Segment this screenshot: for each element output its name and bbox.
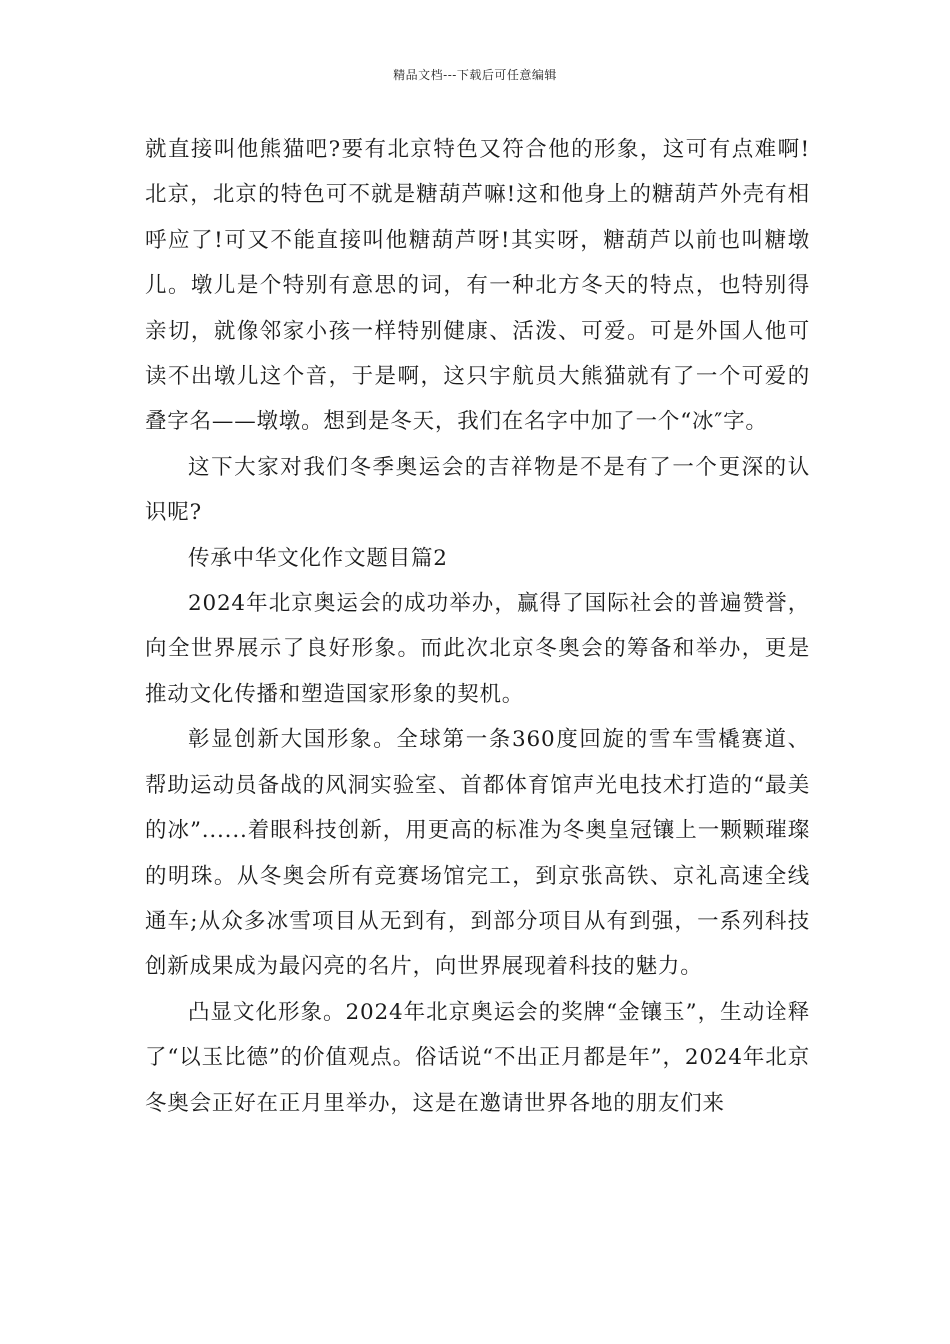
section-heading: 传承中华文化作文题目篇2 <box>188 545 448 571</box>
paragraph: 彰显创新大国形象。全球第一条360度回旋的雪车雪橇赛道、帮助运动员备战的风洞实验室、首都体育馆声光电技术打造的“最美的冰”......着眼科技创新，用更高的标准为冬奥皇冠镶上一颗颗璀璨的明珠。从冬奥会所有竞赛场馆完工，到京张高铁、京礼高速全线通车;从众多冰雪项目从无到有，到部分项目从有到强，一系列科技创新成果成为最闪亮的名片，向世界展现着科技的魅力。 <box>145 727 810 980</box>
paragraph: 凸显文化形象。2024年北京奥运会的奖牌“金镶玉”，生动诠释了“以玉比德”的价值观点。俗话说“不出正月都是年”，2024年北京冬奥会正好在正月里举办，这是在邀请世界各地的朋友们来 <box>145 999 810 1116</box>
paragraph: 2024年北京奥运会的成功举办，赢得了国际社会的普遍赞誉，向全世界展示了良好形象。而此次北京冬奥会的筹备和举办，更是推动文化传播和塑造国家形象的契机。 <box>145 591 810 707</box>
paragraph: 这下大家对我们冬季奥运会的吉祥物是不是有了一个更深的认识呢? <box>145 454 810 526</box>
page-header: 精品文档---下载后可任意编辑 <box>393 68 557 82</box>
paragraph: 就直接叫他熊猫吧?要有北京特色又符合他的形象，这可有点难啊!北京，北京的特色可不就是糖葫芦嘛!这和他身上的糖葫芦外壳有相呼应了!可又不能直接叫他糖葫芦呀!其实呀，糖葫芦以前也叫糖墩儿。墩儿是个特别有意思的词，有一种北方冬天的特点，也特别得亲切，就像邻家小孩一样特别健康、活泼、可爱。可是外国人他可读不出墩儿这个音，于是啊，这只宇航员大熊猫就有了一个可爱的叠字名——墩墩。想到是冬天，我们在名字中加了一个“冰″字。 <box>145 137 810 435</box>
document-body <box>145 127 810 1126</box>
